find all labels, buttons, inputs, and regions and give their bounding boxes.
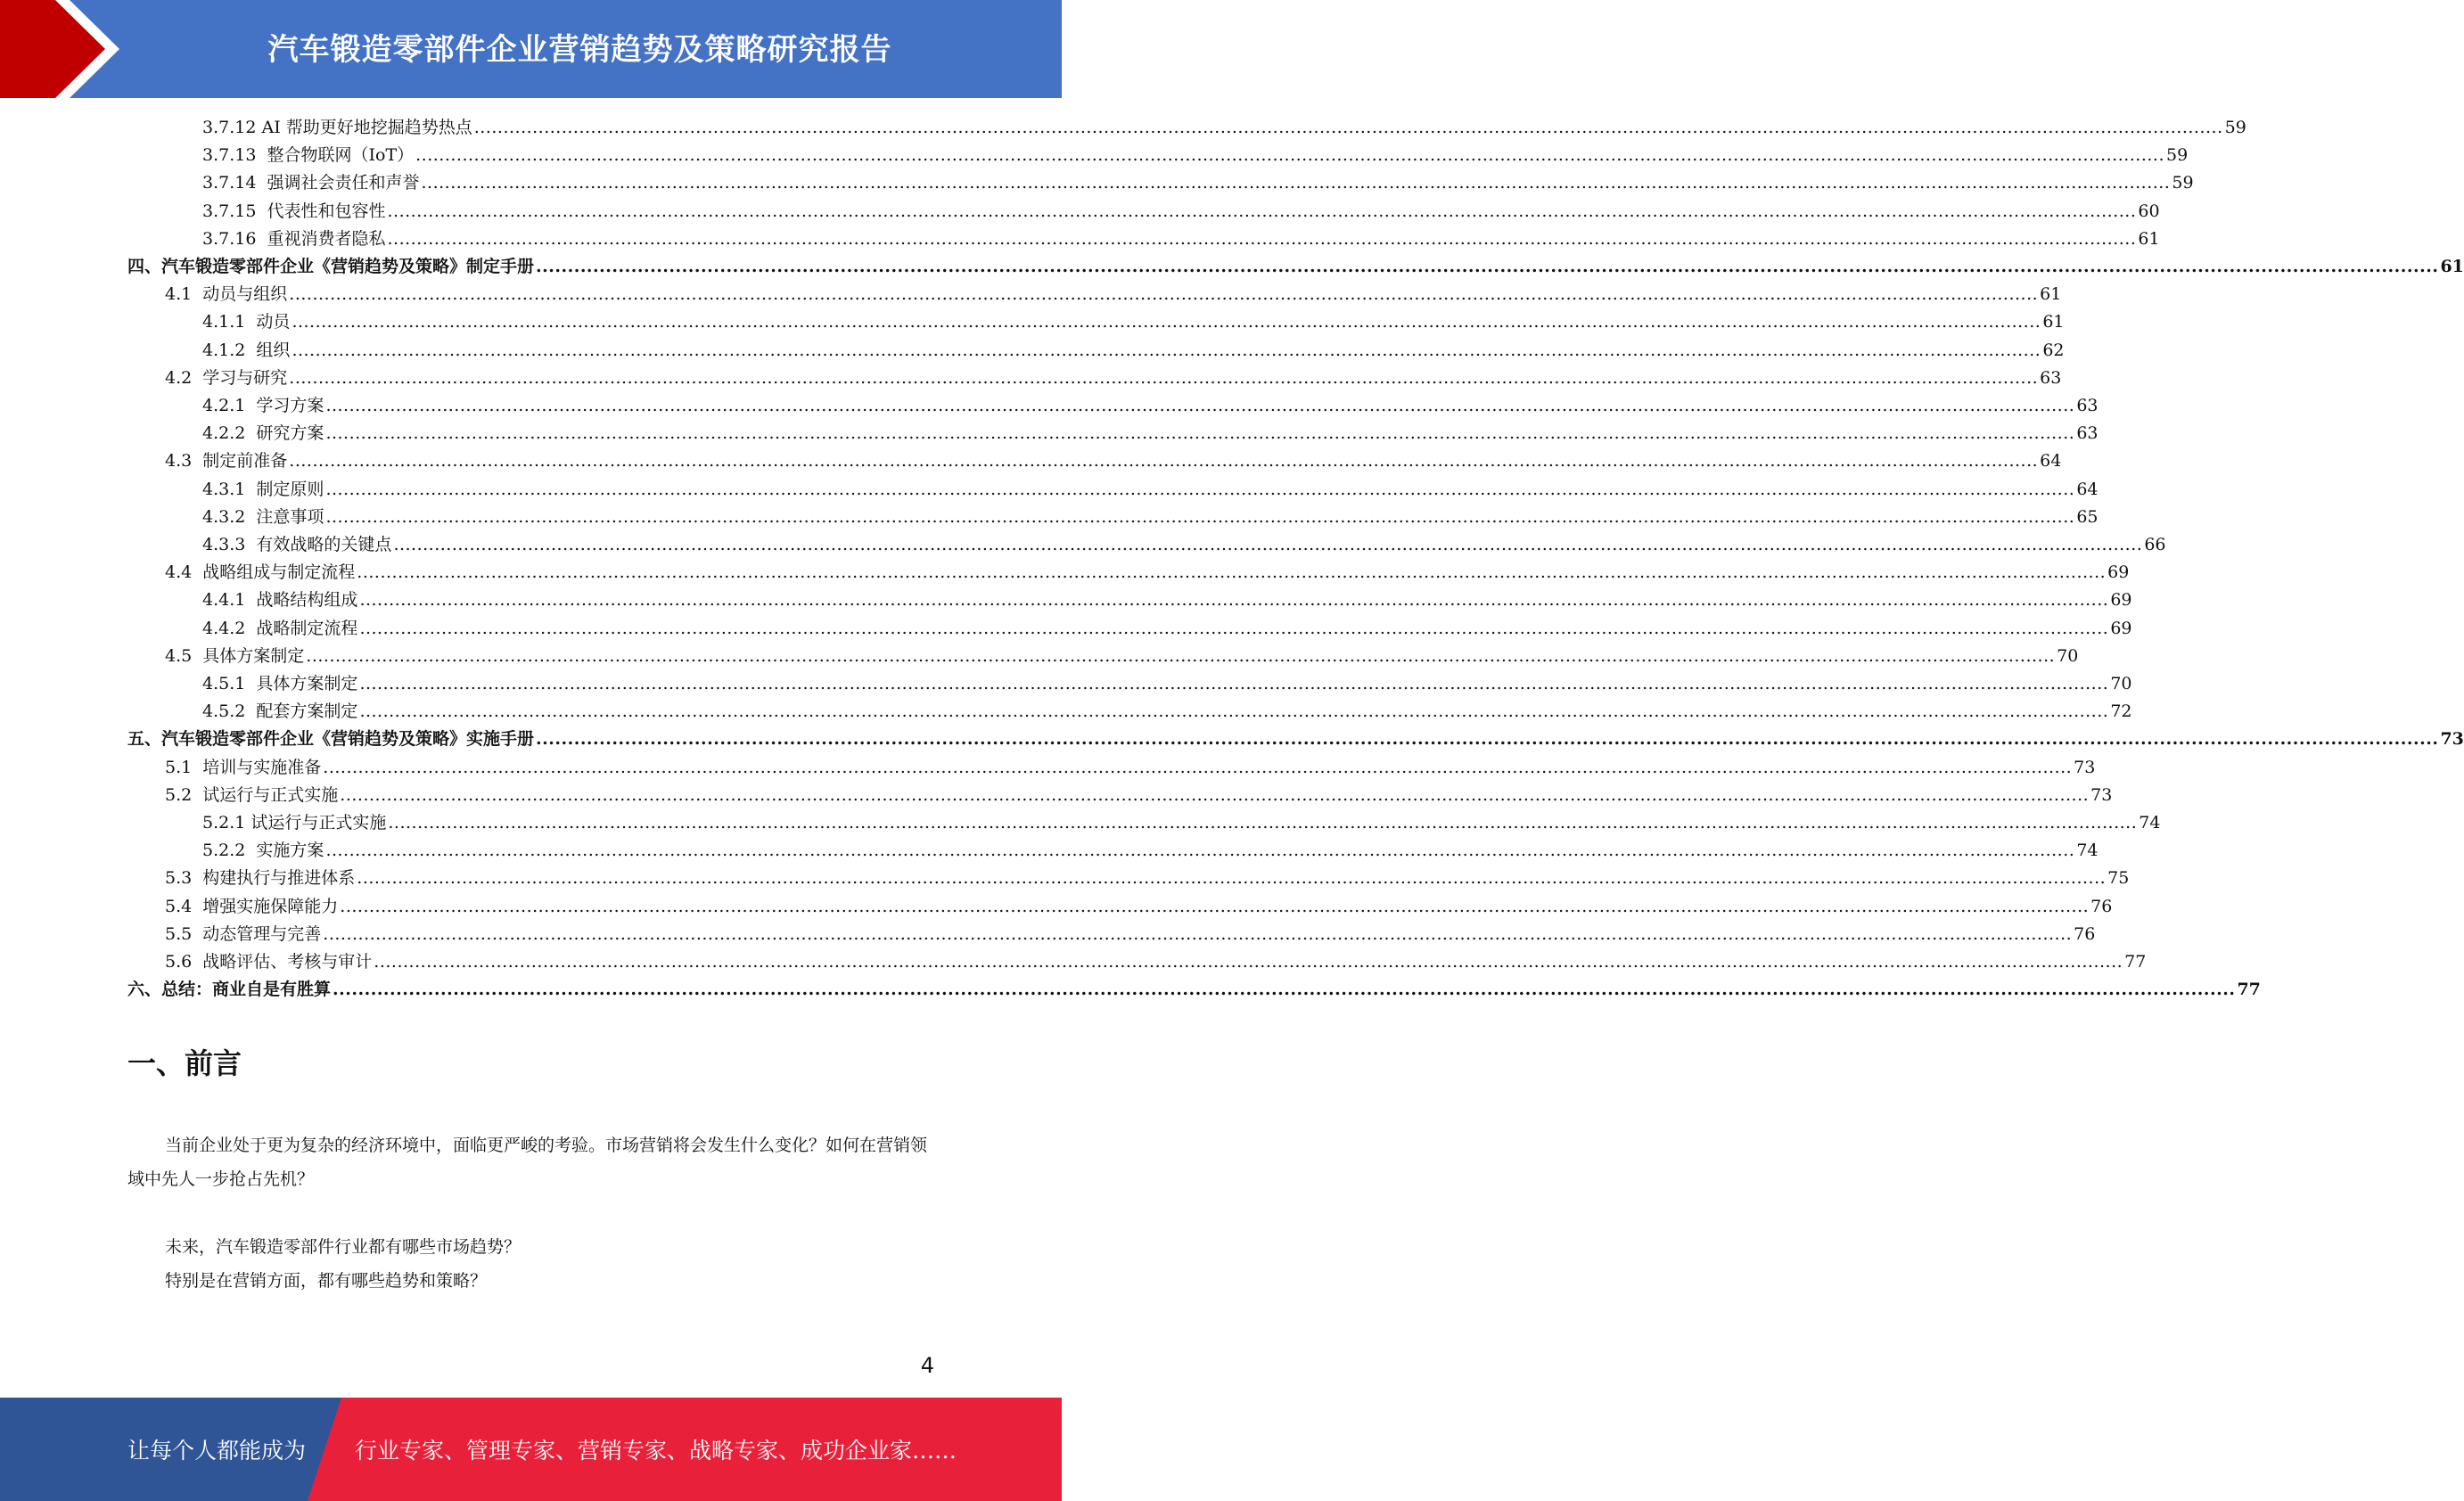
toc-dot-leader: ............................................................................................................................................................................................................................................................................................................	[323, 923, 2073, 944]
toc-entry-title: 4.2.2 研究方案	[202, 423, 324, 444]
toc-entry[interactable]	[202, 420, 2099, 447]
toc-entry-page: 61	[2440, 257, 2464, 276]
toc-entry-page: 61	[2138, 228, 2160, 249]
toc-entry[interactable]	[202, 837, 2099, 865]
toc-dot-leader: ............................................................................................................................................................................................................................................................................................................	[359, 674, 2109, 693]
toc-entry-page: 63	[2076, 423, 2099, 444]
toc-entry[interactable]	[202, 226, 2160, 253]
toc-entry-page: 61	[2042, 312, 2065, 332]
toc-dot-leader: ............................................................................................................................................................................................................................................................................................................	[333, 980, 2236, 1000]
toc-dot-leader: ............................................................................................................................................................................................................................................................................................................	[306, 645, 2056, 666]
toc-entry-title: 5.1 培训与实施准备	[165, 757, 322, 777]
toc-dot-leader: ............................................................................................................................................................................................................................................................................................................	[473, 118, 2223, 137]
toc-entry-title: 3.7.14 强调社会责任和声誉	[202, 173, 420, 193]
toc-entry[interactable]	[165, 281, 2062, 308]
intro-paragraph: 当前企业处于更为复杂的经济环境中，面临更严峻的考验。市场营销将会发生什么变化？如何在营销领域中先人一步抢占先机？	[127, 1136, 928, 1189]
toc-dot-leader: ............................................................................................................................................................................................................................................................................................................	[340, 896, 2090, 916]
toc-dot-leader: ............................................................................................................................................................................................................................................................................................................	[415, 145, 2165, 166]
toc-entry-page: 72	[2110, 701, 2132, 722]
toc-entry-page: 70	[2110, 674, 2132, 693]
toc-entry-title: 4.5 具体方案制定	[165, 645, 305, 666]
intro-question-1: 未来，汽车锻造零部件行业都有哪些市场趋势？	[165, 1237, 522, 1257]
toc-dot-leader: ............................................................................................................................................................................................................................................................................................................	[289, 284, 2039, 305]
toc-entry-page: 59	[2172, 173, 2194, 193]
toc-entry-title: 4.2.1 学习方案	[202, 396, 324, 415]
toc-entry-title: 4.2 学习与研究	[165, 367, 288, 388]
toc-entry-page: 59	[2166, 145, 2189, 166]
toc-dot-leader: ............................................................................................................................................................................................................................................................................................................	[359, 590, 2109, 611]
toc-entry[interactable]	[202, 169, 2194, 197]
toc-entry-title: 4.5.1 具体方案制定	[202, 674, 358, 693]
toc-entry-page: 60	[2138, 201, 2160, 221]
toc-entry[interactable]	[202, 670, 2132, 698]
toc-entry[interactable]	[127, 253, 2464, 281]
toc-entry-title: 5.3 构建执行与推进体系	[165, 868, 356, 889]
toc-entry-page: 61	[2040, 284, 2062, 305]
toc-dot-leader: ............................................................................................................................................................................................................................................................................................................	[289, 367, 2039, 388]
toc-dot-leader: ............................................................................................................................................................................................................................................................................................................	[289, 451, 2039, 472]
toc-entry[interactable]	[202, 337, 2065, 365]
toc-entry-page: 59	[2224, 118, 2246, 137]
toc-entry[interactable]	[202, 476, 2099, 504]
toc-entry[interactable]	[165, 754, 2096, 782]
toc-dot-leader: ............................................................................................................................................................................................................................................................................................................	[387, 228, 2137, 249]
toc-dot-leader: ............................................................................................................................................................................................................................................................................................................	[421, 173, 2171, 193]
toc-entry-page: 63	[2076, 396, 2099, 415]
toc-entry-page: 75	[2107, 868, 2130, 889]
toc-entry[interactable]	[202, 615, 2132, 643]
toc-entry[interactable]	[165, 643, 2079, 670]
page-number: 4	[920, 1353, 934, 1378]
footer-slogan-right: 行业专家、管理专家、营销专家、战略专家、成功企业家……	[355, 1438, 957, 1464]
toc-entry-title: 4.1 动员与组织	[165, 284, 288, 305]
toc-entry[interactable]	[202, 809, 2161, 837]
toc-dot-leader: ............................................................................................................................................................................................................................................................................................................	[325, 396, 2075, 415]
toc-entry-page: 77	[2124, 952, 2147, 972]
toc-entry-page: 64	[2076, 479, 2099, 499]
page-footer	[0, 1398, 1062, 1501]
toc-entry-title: 4.4 战略组成与制定流程	[165, 562, 356, 583]
toc-entry[interactable]	[202, 392, 2099, 420]
toc-entry-page: 73	[2074, 757, 2096, 777]
toc-entry-title: 5.5 动态管理与完善	[165, 923, 322, 944]
toc-entry[interactable]	[165, 447, 2062, 475]
footer-slogan-left: 让每个人都能成为	[127, 1438, 307, 1464]
toc-dot-leader: ............................................................................................................................................................................................................................................................................................................	[387, 201, 2137, 221]
toc-entry-title: 4.1.1 动员	[202, 312, 291, 332]
toc-entry-page: 63	[2040, 367, 2062, 388]
toc-entry-title: 5.6 战略评估、考核与审计	[165, 952, 373, 972]
toc-dot-leader: ............................................................................................................................................................................................................................................................................................................	[323, 757, 2073, 777]
toc-entry-title: 3.7.16 重视消费者隐私	[202, 228, 386, 249]
toc-entry-page: 74	[2076, 841, 2099, 861]
section-heading: 一、前言	[127, 1046, 242, 1080]
toc-entry[interactable]	[202, 198, 2160, 226]
toc-dot-leader: ............................................................................................................................................................................................................................................................................................................	[388, 813, 2138, 833]
toc-entry-title: 五、汽车锻造零部件企业《营销趋势及策略》实施手册	[127, 729, 535, 750]
toc-dot-leader: ............................................................................................................................................................................................................................................................................................................	[357, 868, 2107, 889]
header-arrow-graphic	[0, 0, 143, 98]
toc-entry[interactable]	[202, 114, 2246, 142]
toc-entry[interactable]	[165, 365, 2062, 392]
toc-dot-leader: ............................................................................................................................................................................................................................................................................................................	[359, 618, 2109, 638]
toc-entry[interactable]	[127, 726, 2464, 753]
toc-dot-leader: ............................................................................................................................................................................................................................................................................................................	[359, 701, 2109, 722]
toc-entry-title: 5.2.1 试运行与正式实施	[202, 813, 387, 833]
toc-entry-title: 4.3.1 制定原则	[202, 479, 324, 499]
toc-entry[interactable]	[165, 893, 2113, 921]
toc-entry[interactable]	[165, 921, 2096, 948]
toc-dot-leader: ............................................................................................................................................................................................................................................................................................................	[374, 952, 2123, 972]
toc-dot-leader: ............................................................................................................................................................................................................................................................................................................	[536, 729, 2439, 750]
toc-entry-page: 74	[2139, 813, 2161, 833]
toc-entry-title: 六、总结：商业自是有胜算	[127, 980, 332, 1000]
toc-entry-page: 73	[2090, 784, 2113, 805]
toc-dot-leader: ............................................................................................................................................................................................................................................................................................................	[292, 312, 2041, 332]
toc-entry-title: 5.2 试运行与正式实施	[165, 784, 339, 805]
toc-entry-page: 70	[2057, 645, 2079, 666]
toc-dot-leader: ............................................................................................................................................................................................................................................................................................................	[325, 506, 2075, 527]
toc-entry-title: 4.1.2 组织	[202, 340, 291, 360]
toc-entry-page: 66	[2144, 535, 2166, 554]
toc-dot-leader: ............................................................................................................................................................................................................................................................................................................	[292, 340, 2041, 360]
toc-entry-page: 69	[2107, 562, 2130, 583]
toc-dot-leader: ............................................................................................................................................................................................................................................................................................................	[393, 535, 2143, 554]
toc-entry-title: 3.7.12 AI 帮助更好地挖掘趋势热点	[202, 118, 472, 137]
toc-entry[interactable]	[165, 865, 2130, 892]
toc-entry-page: 64	[2040, 451, 2062, 472]
toc-entry-title: 3.7.15 代表性和包容性	[202, 201, 386, 221]
toc-entry-title: 4.3 制定前准备	[165, 451, 288, 472]
toc-entry-title: 4.4.1 战略结构组成	[202, 590, 358, 611]
toc-entry[interactable]	[127, 976, 2261, 1004]
toc-entry[interactable]	[165, 948, 2147, 976]
toc-entry-page: 69	[2110, 618, 2132, 638]
toc-entry[interactable]	[202, 142, 2189, 169]
intro-question-2: 特别是在营销方面，都有哪些趋势和策略？	[165, 1271, 488, 1291]
toc-entry-title: 4.3.3 有效战略的关键点	[202, 535, 392, 554]
toc-entry[interactable]	[202, 698, 2132, 726]
toc-entry[interactable]	[165, 782, 2113, 809]
toc-entry[interactable]	[202, 586, 2132, 614]
toc-entry-title: 四、汽车锻造零部件企业《营销趋势及策略》制定手册	[127, 257, 535, 276]
toc-entry-page: 77	[2237, 980, 2261, 1000]
report-title: 汽车锻造零部件企业营销趋势及策略研究报告	[267, 32, 892, 68]
toc-dot-leader: ............................................................................................................................................................................................................................................................................................................	[357, 562, 2107, 583]
toc-entry-title: 4.5.2 配套方案制定	[202, 701, 358, 722]
toc-entry-page: 76	[2090, 896, 2113, 916]
toc-entry[interactable]	[202, 308, 2065, 336]
toc-dot-leader: ............................................................................................................................................................................................................................................................................................................	[536, 257, 2439, 276]
toc-entry-title: 5.4 增强实施保障能力	[165, 896, 339, 916]
toc-dot-leader: ............................................................................................................................................................................................................................................................................................................	[325, 841, 2075, 861]
toc-entry[interactable]	[165, 559, 2130, 586]
toc-entry-page: 62	[2042, 340, 2065, 360]
toc-entry[interactable]	[202, 504, 2099, 531]
toc-entry-title: 4.3.2 注意事项	[202, 506, 324, 527]
toc-entry-title: 3.7.13 整合物联网（IoT）	[202, 145, 415, 166]
page-header	[0, 0, 1062, 98]
toc-entry-page: 69	[2110, 590, 2132, 611]
toc-dot-leader: ............................................................................................................................................................................................................................................................................................................	[325, 479, 2075, 499]
toc-dot-leader: ............................................................................................................................................................................................................................................................................................................	[325, 423, 2075, 444]
toc-entry-page: 76	[2074, 923, 2096, 944]
toc-entry-title: 4.4.2 战略制定流程	[202, 618, 358, 638]
toc-dot-leader: ............................................................................................................................................................................................................................................................................................................	[340, 784, 2090, 805]
toc-entry-page: 65	[2076, 506, 2099, 527]
toc-entry-page: 73	[2440, 729, 2464, 750]
toc-entry[interactable]	[202, 531, 2166, 559]
toc-entry-title: 5.2.2 实施方案	[202, 841, 324, 861]
